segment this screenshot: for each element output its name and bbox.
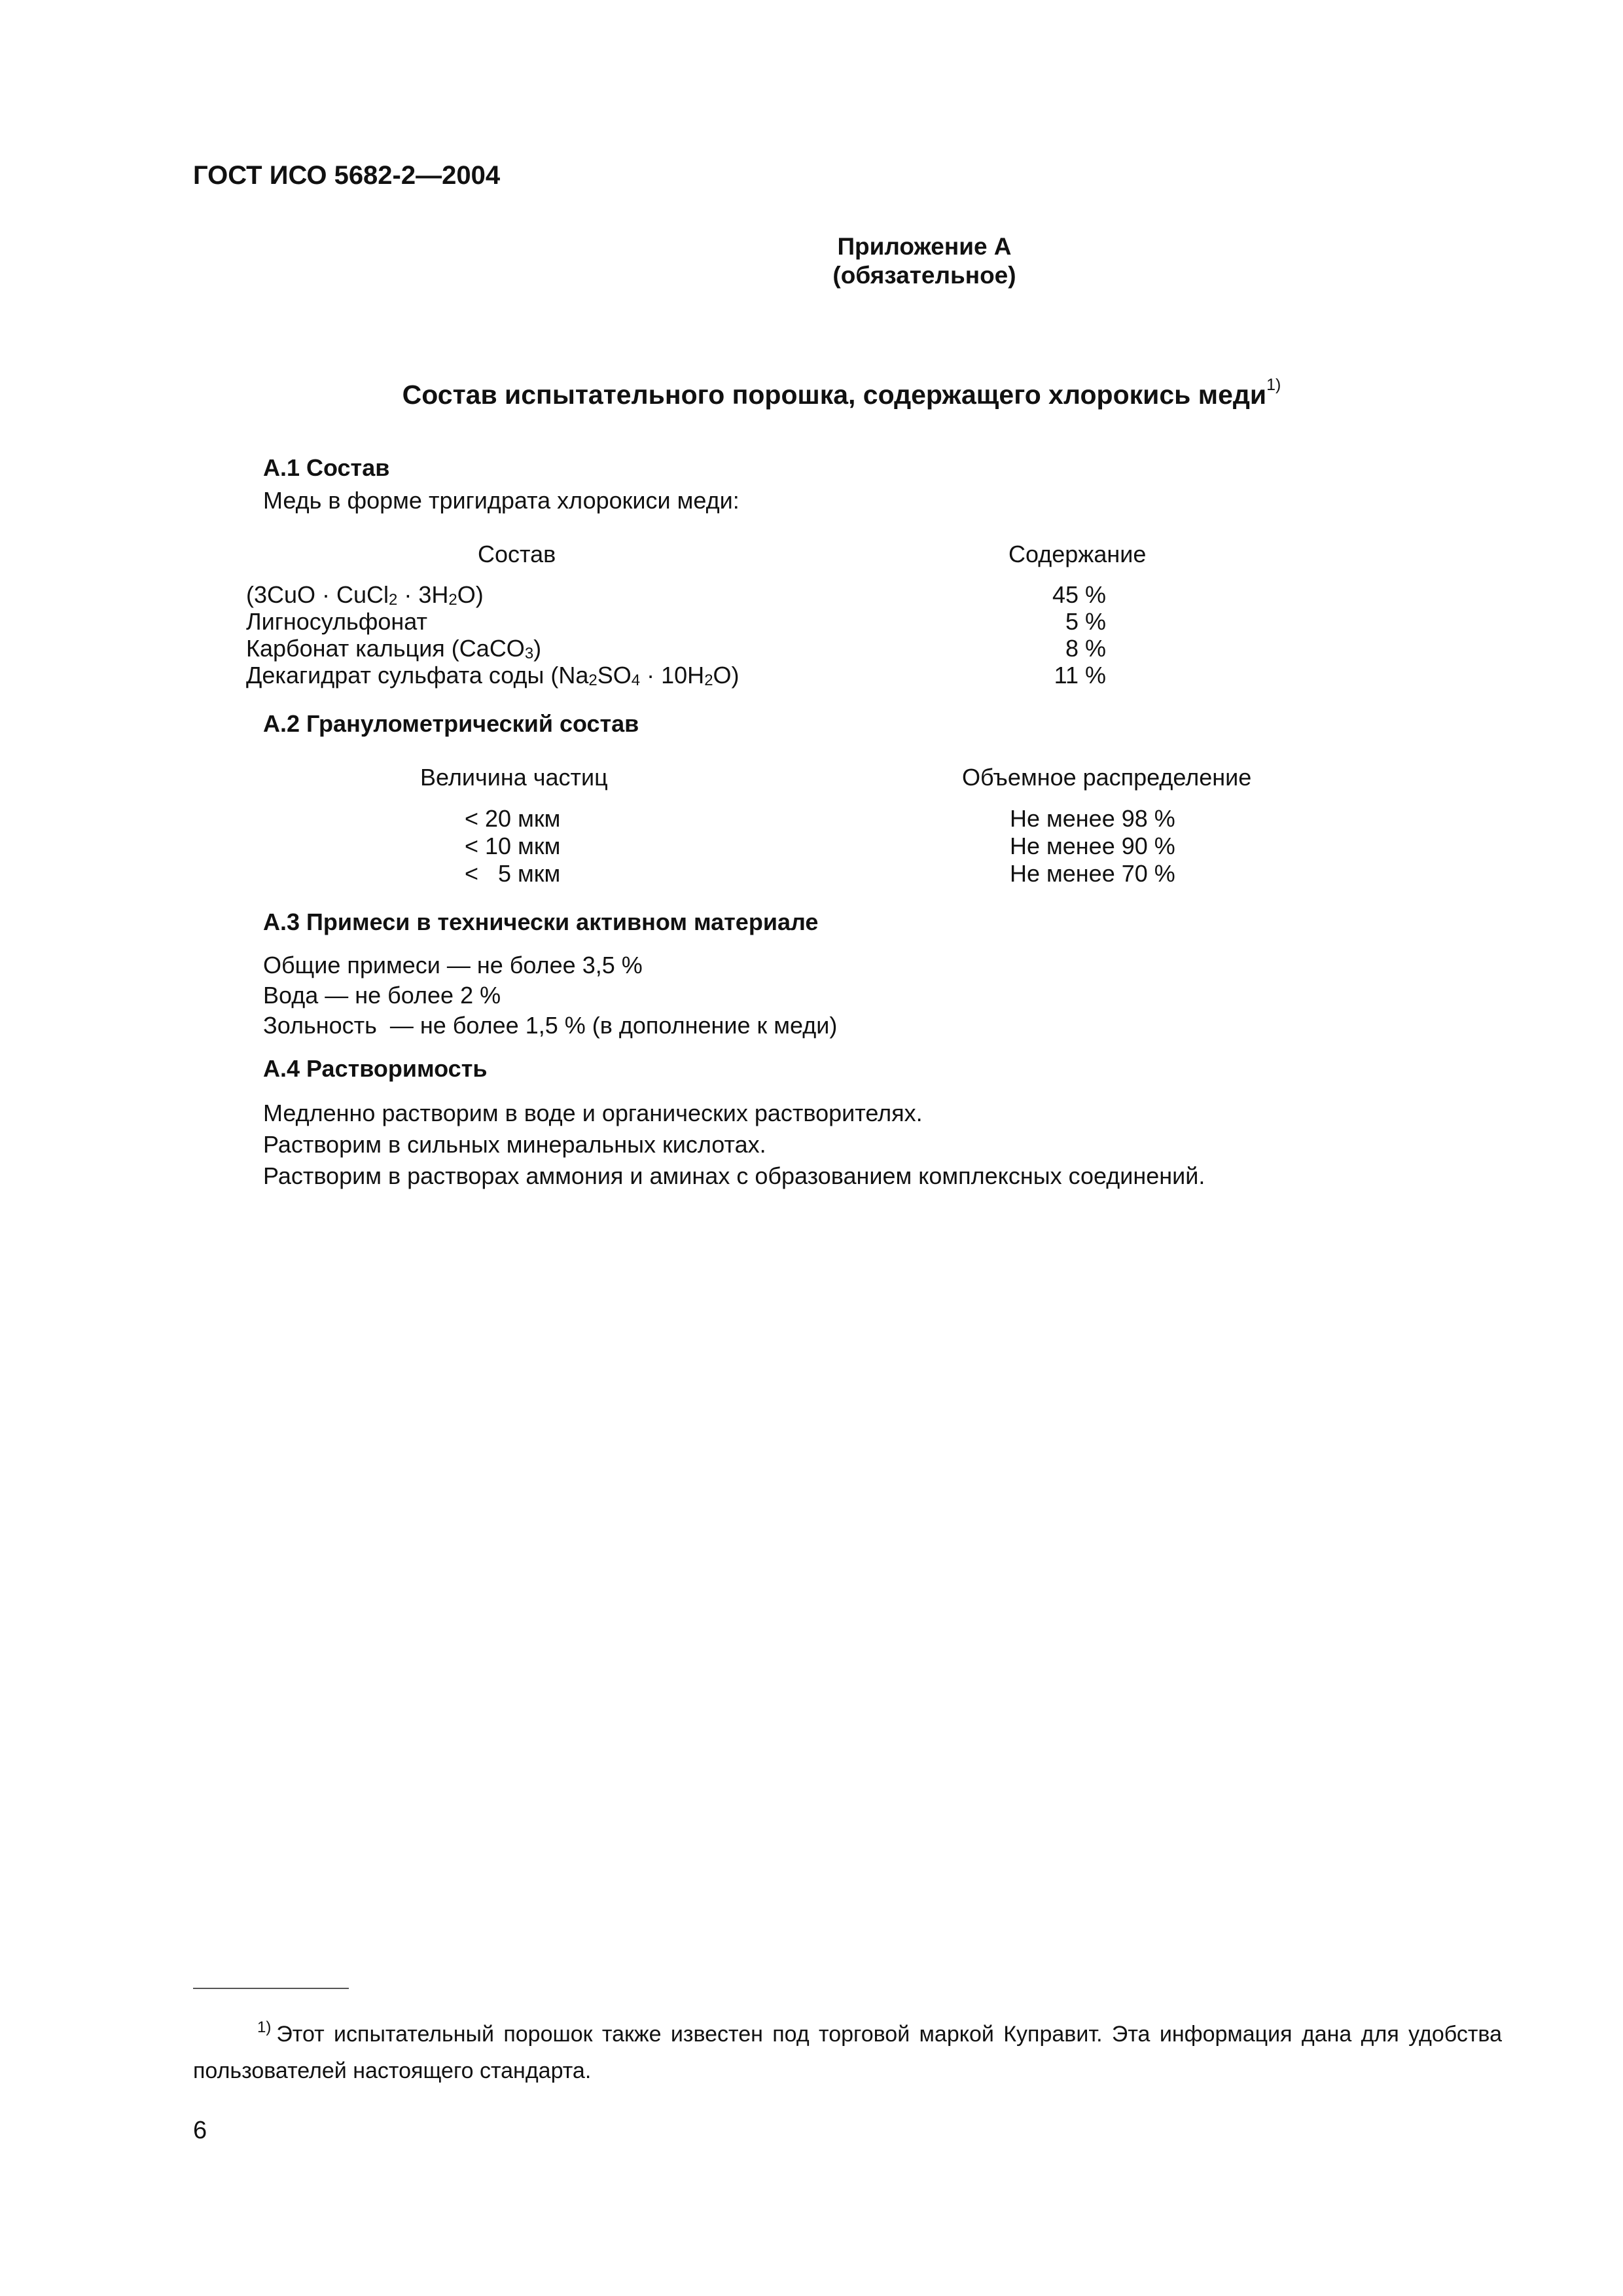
a3-line: Зольность — не более 1,5 % (в дополнение к меди) <box>263 1012 838 1039</box>
title-footnote-ref: 1) <box>1266 376 1281 395</box>
a1-row-value: 45 % <box>1052 581 1106 608</box>
a4-line: Растворим в растворах аммония и аминах с образованием комплексных соединений. <box>263 1162 1205 1189</box>
annex-title <box>0 376 1623 410</box>
a1-row-name: Декагидрат сульфата соды $(Na_2SO_4 \cdot 10H_2O)$ <box>246 662 740 689</box>
section-a2-heading: А.2 Гранулометрический состав <box>263 710 639 737</box>
a4-line: Растворим в сильных минеральных кислотах. <box>263 1131 766 1158</box>
section-a4-heading: А.4 Растворимость <box>263 1055 488 1082</box>
a1-row-value: 5 % <box>1065 608 1106 635</box>
a1-row-name: (3CuO · CuCl$_2$ · $3H_2O$) <box>246 581 484 609</box>
a1-row-value: 8 % <box>1065 635 1106 662</box>
a2-row-distribution: Не менее 90 % <box>1010 833 1175 859</box>
a2-row-size: < 20 мкм <box>465 805 561 832</box>
a2-col-header-distribution: Объемное распределение <box>962 764 1252 791</box>
a1-row-name: Лигносульфонат <box>246 608 427 635</box>
footnote <box>193 2017 1502 2088</box>
document-header: ГОСТ ИСО 5682-2—2004 <box>193 161 501 190</box>
annex-label: Приложение А <box>837 233 1012 260</box>
a4-line: Медленно растворим в воде и органических растворителях. <box>263 1100 923 1126</box>
annex-title-text: Состав испытательного порошка, содержащего хлорокись меди <box>402 380 1267 410</box>
a2-row-distribution: Не менее 98 % <box>1010 805 1175 832</box>
a2-row-size: < 10 мкм <box>465 833 561 859</box>
section-a1-heading: А.1 Состав <box>263 454 390 481</box>
a1-col-header-composition: Состав <box>478 541 556 567</box>
a2-col-header-size: Величина частиц <box>420 764 608 791</box>
a3-line: Вода — не более 2 % <box>263 982 501 1009</box>
section-a3-heading: А.3 Примеси в технически активном материале <box>263 908 819 935</box>
section-a1-intro: Медь в форме тригидрата хлорокиси меди: <box>263 487 740 514</box>
annex-status: (обязательное) <box>832 262 1016 289</box>
footnote-text: Этот испытательный порошок также известен под торговой маркой Куправит. Эта информация дана для удобства пользователей настоящего стандарта. <box>193 2022 1502 2083</box>
footnote-separator <box>193 1988 349 1989</box>
a1-row-name: Карбонат кальция (CaCO$_3$) <box>246 635 542 662</box>
a2-row-distribution: Не менее 70 % <box>1010 860 1175 887</box>
a1-row-value: 11 % <box>1054 662 1106 689</box>
a3-line: Общие примеси — не более 3,5 % <box>263 952 643 978</box>
footnote-mark: 1) <box>257 2018 272 2036</box>
page-number: 6 <box>193 2117 207 2144</box>
a1-col-header-content: Содержание <box>1008 541 1147 567</box>
a2-row-size: < 5 мкм <box>465 860 561 887</box>
